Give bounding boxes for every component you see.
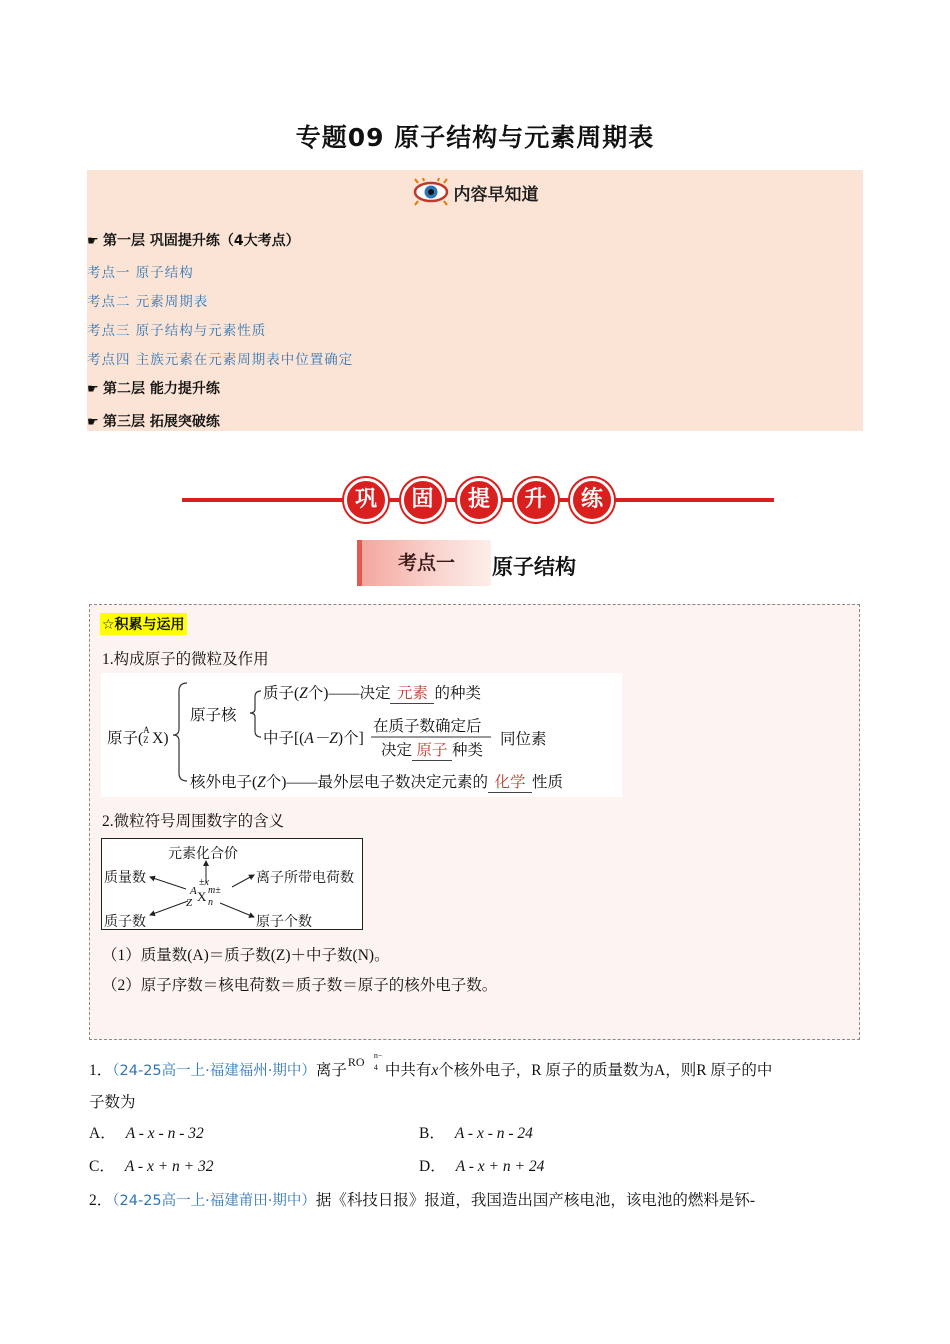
hand-pointer-icon: ☛ (87, 415, 99, 430)
eye-icon (412, 178, 450, 206)
toc-point-3[interactable]: 考点三 原子结构与元素性质 (87, 323, 267, 339)
option-b[interactable]: B． A - x - n - 24 (419, 1125, 533, 1142)
symbol-n: n (208, 897, 213, 908)
banner-char: 升 (514, 478, 558, 522)
option-c[interactable]: C． A - x + n + 32 (89, 1158, 214, 1175)
proton-row: 质子(Z个)——决定 元素 的种类 (263, 681, 481, 704)
section-title: 原子结构 (492, 555, 576, 579)
banner-char: 巩 (344, 478, 388, 522)
neutron-note-bottom: 决定 原子 种类 (381, 738, 483, 761)
toc-level-2[interactable]: ☛ 第二层 能力提升练 (87, 381, 220, 397)
page-title: 专题09 原子结构与元素周期表 (295, 123, 655, 152)
toc-box (87, 170, 863, 431)
atom-structure-diagram (101, 673, 622, 797)
atom-count-label: 原子个数 (256, 915, 312, 930)
proton-number-label: 质子数 (104, 915, 146, 930)
question-source: （24-25高一上·福建福州·期中） (112, 1063, 316, 1079)
hand-pointer-icon: ☛ (87, 382, 99, 397)
toc-level-3[interactable]: ☛ 第三层 拓展突破练 (87, 414, 220, 430)
formula-1: （1）质量数(A)＝质子数(Z)＋中子数(N)。 (102, 947, 390, 964)
toc-point-2[interactable]: 考点二 元素周期表 (87, 294, 209, 310)
section-tag: 考点一 (357, 540, 491, 586)
electron-row: 核外电子(Z个)——最外层电子数决定元素的 化学 性质 (190, 770, 563, 793)
symbol-z: Z (186, 897, 193, 909)
option-a[interactable]: A． A - x - n - 32 (89, 1125, 204, 1142)
toc-header-label: 内容早知道 (453, 184, 539, 205)
neutron-note-top: 在质子数确定后 (373, 718, 482, 735)
knowledge-tag: ☆积累与运用 (100, 613, 187, 635)
question-1: 1．（24-25高一上·福建福州·期中）离子 RO n− 4 中共有x个核外电子，R 原子的质量数为A，则R 原子的中 (89, 1051, 773, 1079)
banner-chars (344, 478, 614, 522)
isotope-label: 同位素 (500, 731, 547, 748)
atom-label: 原子( A Z X) (107, 725, 169, 747)
question-2: 2．（24-25高一上·福建莆田·期中）据《科技日报》报道，我国造出国产核电池，该电池的燃料是钚- (89, 1192, 756, 1209)
symbol-a: A (190, 885, 197, 897)
section-banner (182, 478, 774, 522)
symbol-meaning-diagram (101, 838, 363, 930)
toc-point-4[interactable]: 考点四 主族元素在元素周期表中位置确定 (87, 352, 354, 368)
answer-blank: 原子 (412, 738, 452, 761)
neutron-row: 中子[(A－Z)个] (263, 730, 364, 747)
hand-pointer-icon: ☛ (87, 234, 99, 249)
banner-char: 提 (457, 478, 501, 522)
ion-charge-label: 离子所带电荷数 (256, 871, 354, 886)
answer-blank: 元素 (390, 681, 434, 704)
symbol-m: m± (208, 885, 221, 896)
valence-label: 元素化合价 (168, 847, 238, 862)
symbol-pm-x: ±x (199, 877, 209, 888)
symbol-x: X (197, 889, 207, 904)
toc-header (87, 178, 863, 210)
knowledge-point-1: 1.构成原子的微粒及作用 (102, 651, 269, 668)
knowledge-box (89, 604, 860, 1040)
knowledge-point-2: 2.微粒符号周围数字的含义 (102, 813, 285, 830)
toc-point-1[interactable]: 考点一 原子结构 (87, 265, 194, 281)
mass-number-label: 质量数 (104, 871, 146, 886)
banner-char: 练 (570, 478, 614, 522)
option-d[interactable]: D． A - x + n + 24 (419, 1158, 545, 1175)
formula-2: （2）原子序数＝核电荷数＝质子数＝原子的核外电子数。 (102, 977, 498, 994)
nucleus-label: 原子核 (190, 707, 237, 724)
answer-blank: 化学 (488, 770, 532, 793)
toc-level-1[interactable]: ☛ 第一层 巩固提升练（4大考点） (87, 233, 300, 249)
question-1-cont: 子数为 (89, 1094, 136, 1111)
banner-char: 固 (401, 478, 445, 522)
question-source: （24-25高一上·福建莆田·期中） (112, 1193, 316, 1209)
